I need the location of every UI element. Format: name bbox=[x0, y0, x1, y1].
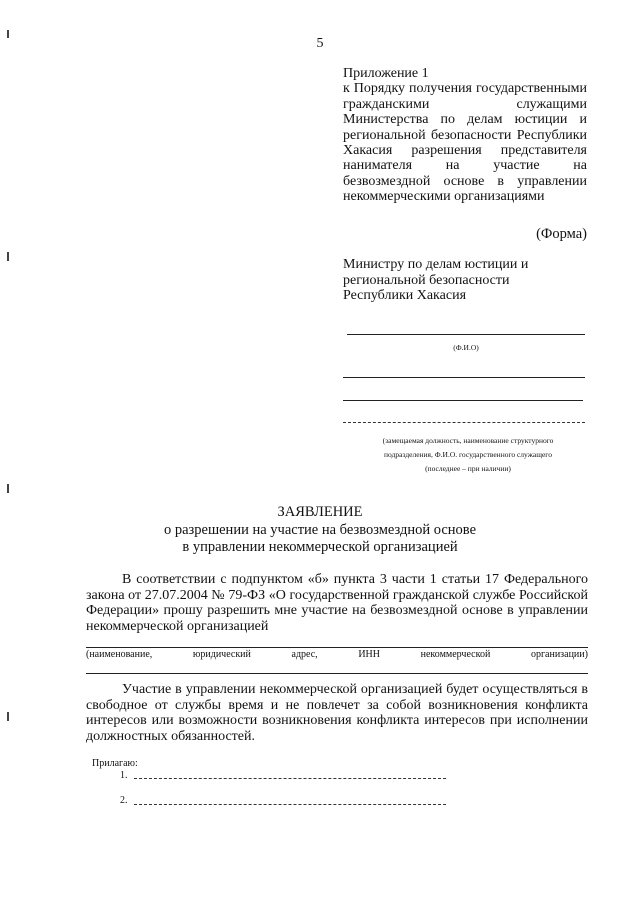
fio-field-line[interactable] bbox=[347, 334, 585, 335]
position-caption-line: подразделения, Ф.И.О. государственного служащего bbox=[384, 450, 552, 459]
hint-word: организации) bbox=[530, 649, 588, 660]
annex-body: к Порядку получения государственными гражданскими служащими Министерства по делам юстиции и региональной безопасности Республики Хакасия разрешения представителя нанимателя на участие на безвозмездной основе в управлении некоммерческими организациями bbox=[343, 81, 587, 205]
organization-field-line[interactable] bbox=[86, 673, 588, 674]
margin-mark bbox=[7, 252, 9, 261]
addressee-line: Министру по делам юстиции и bbox=[343, 257, 529, 272]
addressee-line: региональной безопасности bbox=[343, 272, 510, 288]
addressee-block bbox=[343, 257, 593, 304]
position-field-line[interactable] bbox=[343, 422, 585, 423]
fio-caption: (Ф.И.О) bbox=[453, 343, 479, 352]
organization-field-line[interactable] bbox=[86, 647, 588, 648]
form-label: (Форма) bbox=[536, 226, 587, 242]
position-field-line[interactable] bbox=[343, 377, 585, 378]
position-caption-line: (замещаемая должность, наименование структурного bbox=[382, 436, 554, 445]
hint-word: адрес, bbox=[291, 649, 318, 660]
attachment-number: 2. bbox=[120, 795, 128, 806]
hint-word: некоммерческой bbox=[420, 649, 491, 660]
margin-mark bbox=[7, 484, 9, 493]
margin-mark bbox=[7, 712, 9, 721]
hint-word: ИНН bbox=[358, 649, 380, 660]
attachment-line[interactable] bbox=[134, 804, 446, 805]
document-subtitle: о разрешении на участие на безвозмездной основе bbox=[163, 522, 477, 538]
annex-block bbox=[343, 66, 587, 205]
hint-word: юридический bbox=[192, 649, 251, 660]
attachment-line[interactable] bbox=[134, 778, 446, 779]
position-caption bbox=[343, 434, 593, 476]
annex-title: Приложение 1 bbox=[343, 66, 429, 81]
page-number: 5 bbox=[316, 36, 324, 51]
attachment-number: 1. bbox=[120, 770, 128, 781]
position-caption-line: (последнее – при наличии) bbox=[425, 464, 511, 473]
position-field-line[interactable] bbox=[343, 400, 583, 401]
request-paragraph: В соответствии с подпунктом «б» пункта 3 части 1 статьи 17 Федерального закона от 27.07.2004 № 79-ФЗ «О государственной гражданской службе Российской Федерации» прошу разрешить мне участие на безвозмездной основе в управлении некоммерческой организацией bbox=[86, 572, 588, 634]
attachments-label: Прилагаю: bbox=[92, 758, 138, 769]
addressee-line: Республики Хакасия bbox=[343, 288, 467, 303]
document-subtitle: в управлении некоммерческой организацией bbox=[182, 539, 458, 555]
hint-word: (наименование, bbox=[86, 649, 153, 660]
organization-hint bbox=[86, 649, 588, 660]
statement-paragraph: Участие в управлении некоммерческой организацией будет осуществляться в свободное от службы время и не повлечет за собой возникновения конфликта интересов или возможности возникновения конфликта интересов при исполнении должностных обязанностей. bbox=[86, 682, 588, 744]
document-title: ЗАЯВЛЕНИЕ bbox=[277, 504, 363, 520]
